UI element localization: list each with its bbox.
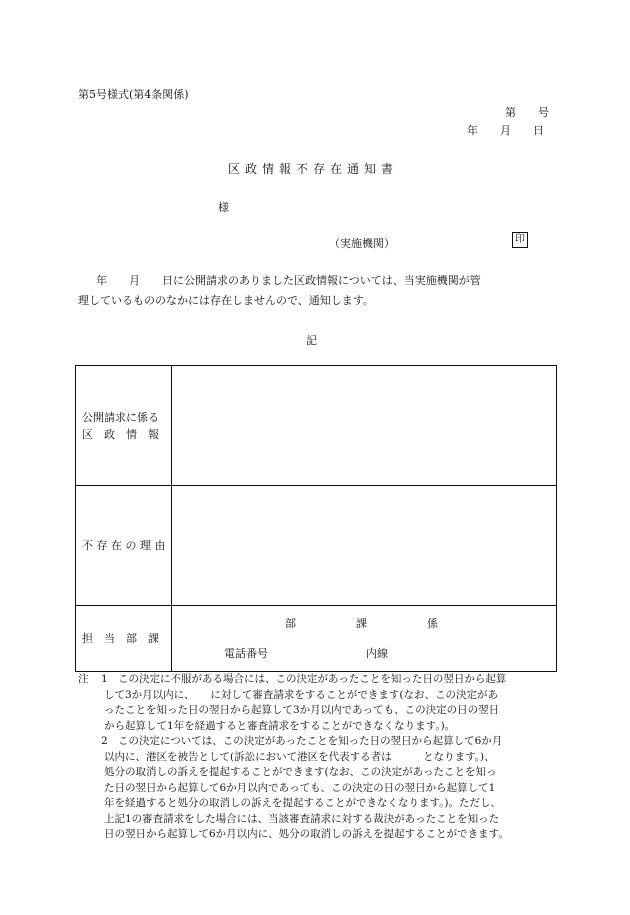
requested-info-row <box>76 366 557 486</box>
note-2-line-3: 処分の取消しの訴えを提起することができます(なお、この決定があったことを知っ <box>104 766 497 778</box>
notes <box>78 672 558 843</box>
responsible-dept-row <box>76 606 557 672</box>
nonexistence-reason-value[interactable] <box>172 486 557 606</box>
form-number: 第5号様式(第4条関係) <box>78 88 189 101</box>
bu-label: 部 <box>285 616 296 630</box>
notes-mark: 注 <box>78 673 89 685</box>
nonexistence-reason-label <box>76 486 172 606</box>
note-1-line-1: この決定に不服がある場合には、この決定があったことを知った日の翌日から起算 <box>118 673 507 685</box>
note-1-number: 1 <box>101 673 108 685</box>
dept-line <box>172 615 556 633</box>
note-2-line-5: 年を経過すると処分の取消しの訴えを提起することができなくなります。)。ただし、 <box>104 797 502 809</box>
note-2-first <box>78 734 558 750</box>
addressee-suffix: 様 <box>218 201 229 214</box>
responsible-dept-value[interactable] <box>172 606 557 672</box>
nonexistence-reason-label-text: 不 存 在 の 理 由 <box>82 539 166 552</box>
document-date: 年 月 日 <box>467 124 544 137</box>
ki-heading: 記 <box>306 334 317 347</box>
note-2-line-1: この決定については、この決定があったことを知った日の翌日から起算して6か月 <box>118 735 503 747</box>
note-1-line-2: して3か月以内に、 に対して審査請求をすることができます(なお、この決定があ <box>104 688 499 701</box>
responsible-dept-label-text: 担 当 部 課 <box>82 632 159 645</box>
seal-mark: 印 <box>512 232 528 248</box>
body-text-line-1: 年 月 日に公開請求のありました区政情報については、当実施機関が管 <box>96 274 481 287</box>
document-number: 第 号 <box>505 106 549 119</box>
note-2-line-6: 上記1の審査請求をした場合には、当該審査請求に対する裁決があったことを知った <box>104 812 500 825</box>
note-1-first <box>78 672 558 688</box>
note-1 <box>78 672 558 734</box>
requested-info-label <box>76 366 172 486</box>
info-table <box>75 365 557 672</box>
responsible-dept-label <box>76 606 172 672</box>
note-2 <box>78 734 558 843</box>
note-2-line-7: 日の翌日から起算して6か月以内に、処分の取消しの訴えを提起することができます。 <box>104 828 509 840</box>
tel-line <box>172 645 556 663</box>
implementing-agency-label: （実施機関） <box>329 237 395 250</box>
ka-label: 課 <box>356 616 367 630</box>
note-1-line-4: から起算して1年を経過すると審査請求をすることができなくなります。)。 <box>104 719 456 732</box>
requested-info-label-line-1: 公開請求に係る <box>82 410 159 424</box>
kakari-label: 係 <box>427 616 438 630</box>
tel-label: 電話番号 <box>224 646 268 660</box>
note-2-line-2: 以内に、港区を被告として(訴訟において港区を代表する者は となります。)、 <box>104 750 495 763</box>
note-1-rest <box>78 688 558 735</box>
nonexistence-reason-row <box>76 486 557 606</box>
document-title: 区政情報不存在通知書 <box>228 162 399 176</box>
naisen-label: 内線 <box>366 646 388 660</box>
requested-info-value[interactable] <box>172 366 557 486</box>
body-text-line-2: 理しているもののなかには存在しませんので、通知します。 <box>78 294 374 307</box>
requested-info-label-line-2: 区 政 情 報 <box>82 427 159 441</box>
note-1-line-3: ったことを知った日の翌日から起算して3か月以内であっても、この決定の日の翌日 <box>104 704 500 716</box>
note-2-number: 2 <box>101 735 108 747</box>
note-2-rest <box>78 750 558 843</box>
note-2-line-4: た日の翌日から起算して6か月以内であっても、この決定の日の翌日から起算して1 <box>104 781 496 794</box>
